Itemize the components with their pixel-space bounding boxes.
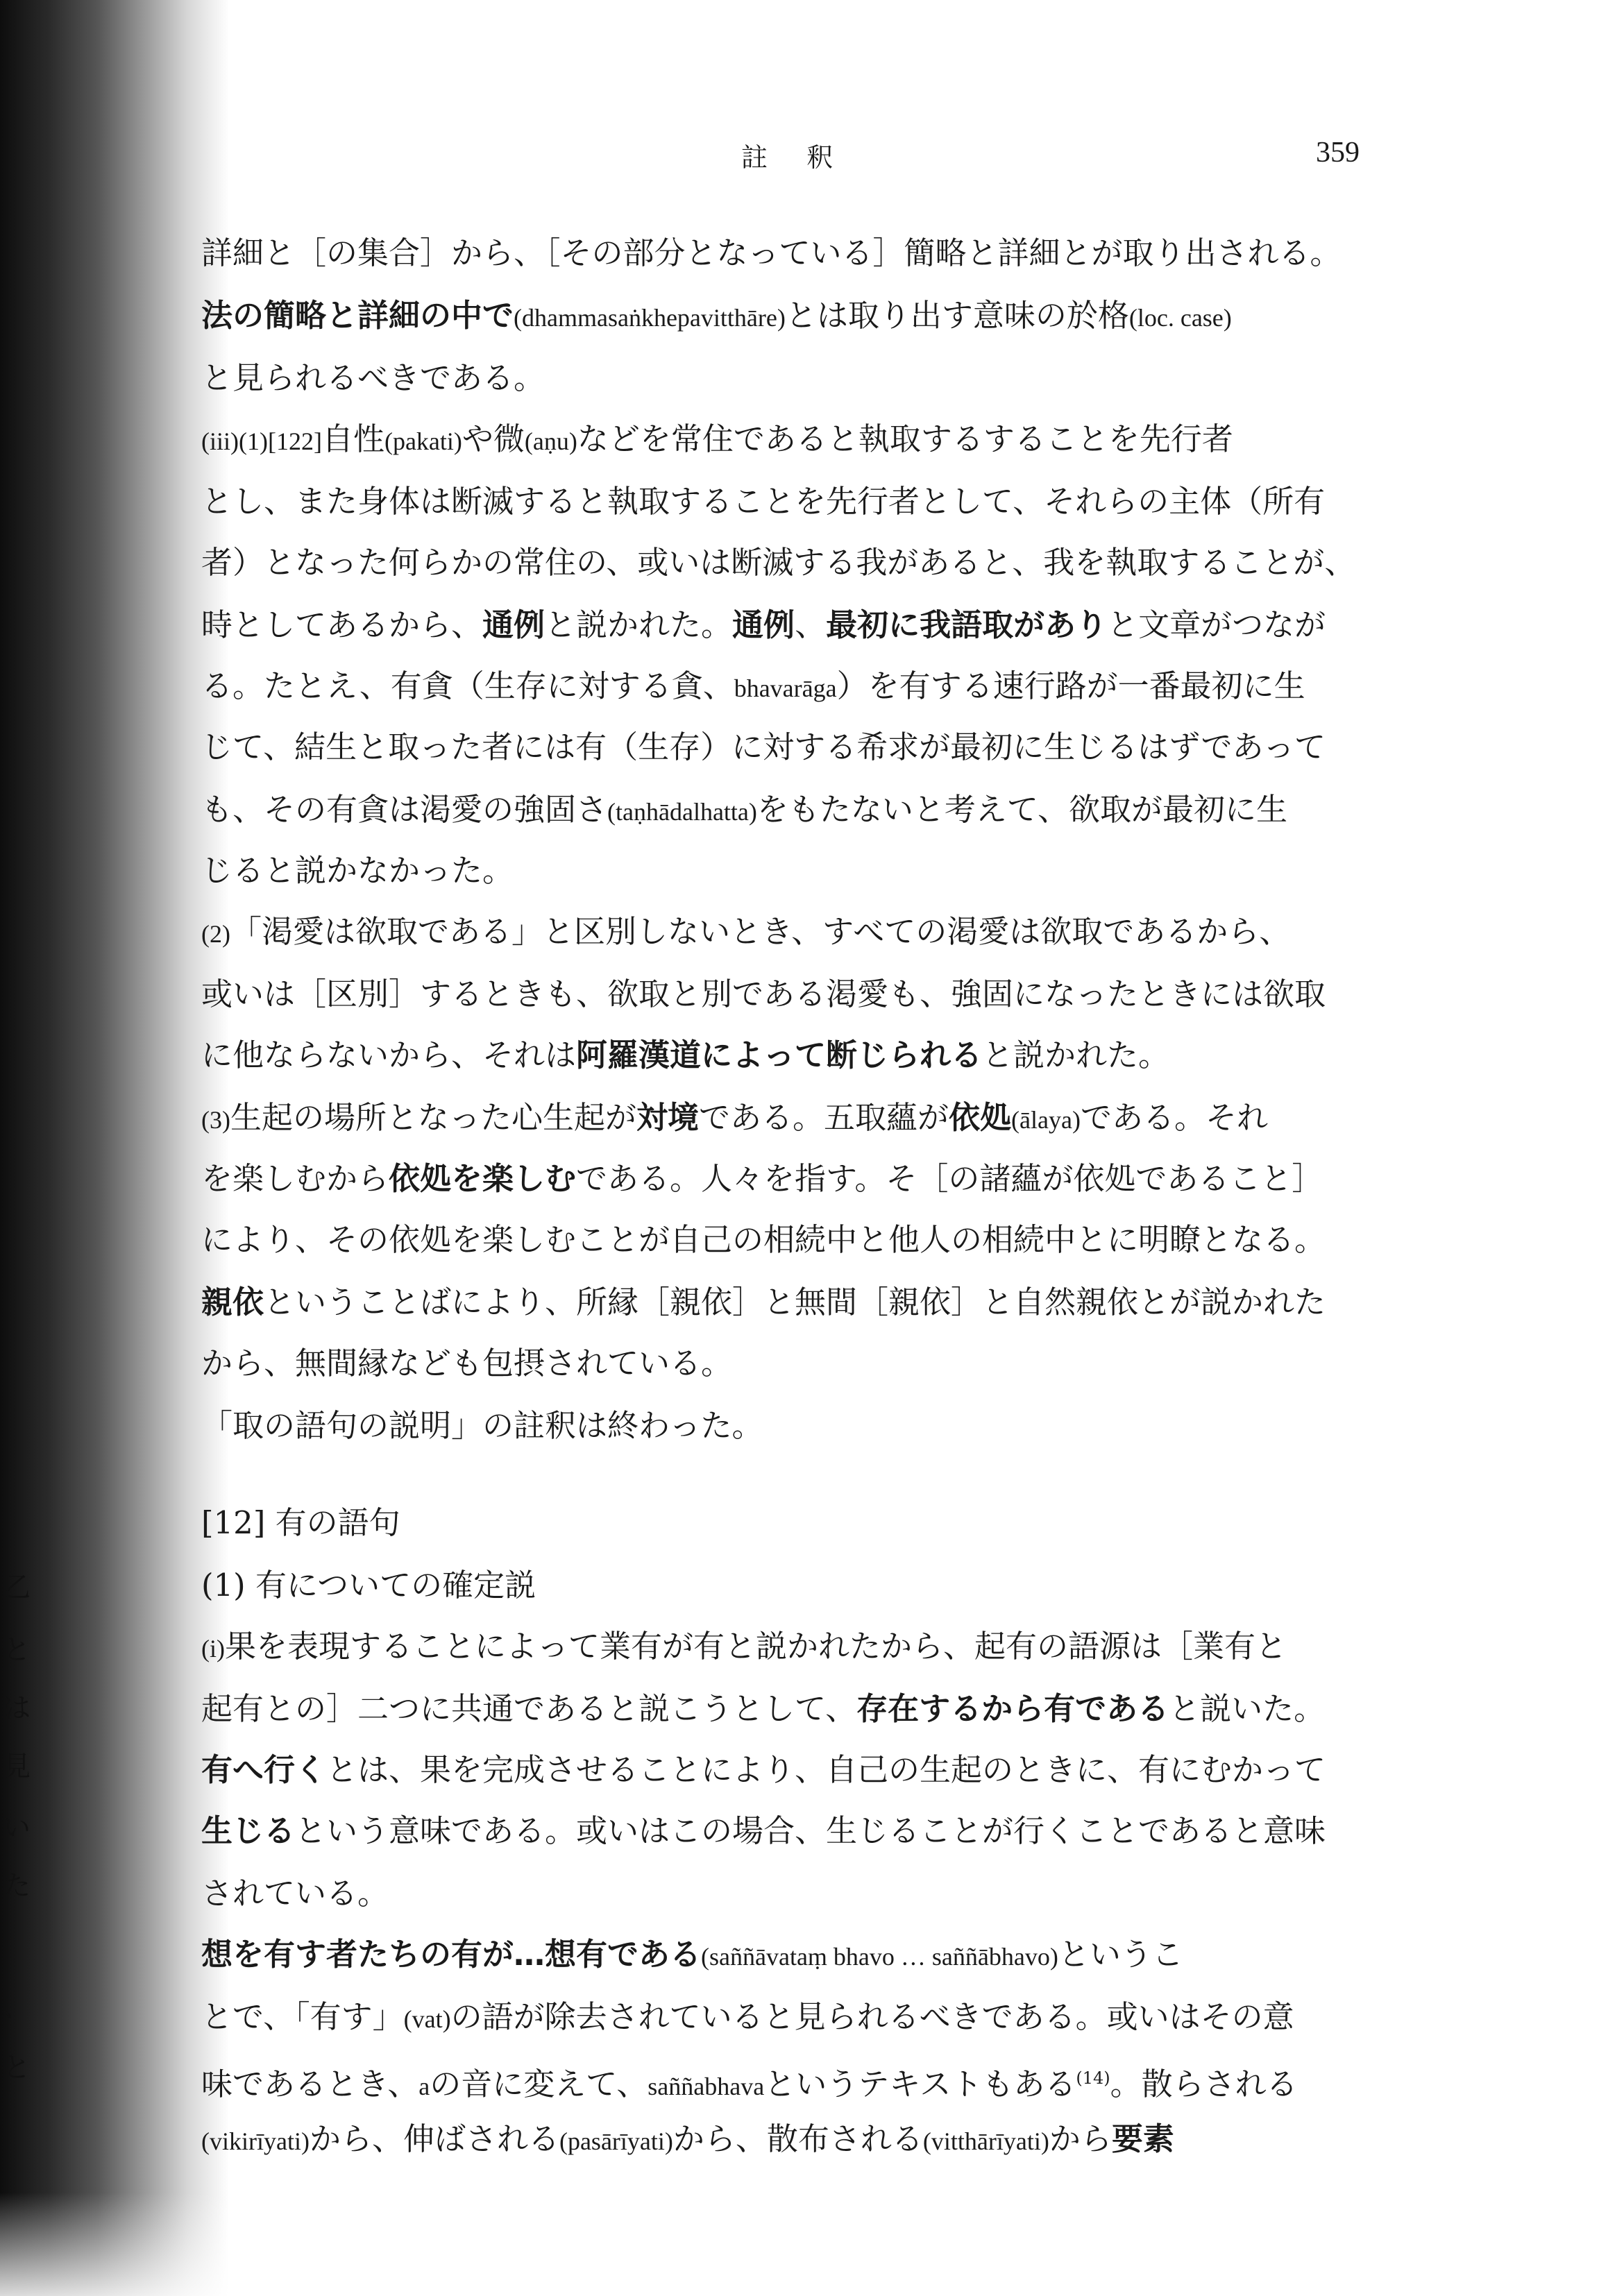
subsection-heading: (1) 有についての確定説 bbox=[201, 1567, 536, 1604]
text-run: というこ bbox=[1058, 1936, 1183, 1973]
text-run: 詳細と［の集合］から、［その部分となっている］簡略と詳細とが取り出される。 bbox=[201, 235, 1342, 271]
text-line bbox=[201, 847, 1395, 895]
text-line bbox=[201, 415, 1395, 464]
bold-term: 存在するから有である bbox=[856, 1690, 1169, 1727]
text-run: と文章がつなが bbox=[1107, 606, 1326, 643]
text-run: じて、結生と取った者には有（生存）に対する希求が最初に生じるはずであって bbox=[201, 729, 1326, 765]
binding-shadow-fade bbox=[0, 2193, 229, 2296]
text-run: 自性 bbox=[321, 420, 384, 457]
text-run: ということばにより、所縁［親依］と無間［親依］と自然親依とが説かれた bbox=[264, 1284, 1326, 1320]
text-run: ）を有する速行路が一番最初に生 bbox=[836, 667, 1305, 704]
bold-term: 通例 bbox=[482, 606, 545, 643]
text-line bbox=[201, 1869, 1395, 1918]
text-line bbox=[201, 477, 1395, 526]
text-run: と説いた。 bbox=[1169, 1690, 1326, 1727]
text-line bbox=[201, 1930, 1395, 1979]
text-run: a bbox=[418, 2073, 430, 2100]
bold-term: 生じる bbox=[201, 1812, 296, 1849]
text-line bbox=[201, 908, 1395, 956]
text-run: (aṇu) bbox=[524, 427, 577, 455]
text-run: 時としてあるから、 bbox=[201, 606, 483, 643]
text-line bbox=[201, 662, 1395, 711]
text-run: 或いは［区別］するときも、欲取と別である渇愛も、強固になったときには欲取 bbox=[201, 976, 1326, 1012]
page-number: 359 bbox=[1316, 137, 1360, 169]
text-run: から、無間縁なども包摂されている。 bbox=[201, 1345, 733, 1381]
bold-term: 親依 bbox=[201, 1284, 264, 1320]
facing-page-edge-char: と bbox=[3, 1634, 31, 1666]
text-line bbox=[201, 1993, 1395, 2041]
text-line bbox=[201, 354, 1395, 402]
text-run: (2) bbox=[201, 920, 230, 948]
facing-page-edge-char: と bbox=[3, 2052, 31, 2084]
text-run: (loc. case) bbox=[1128, 304, 1232, 332]
text-run: (14) bbox=[1076, 2068, 1110, 2088]
bold-term: 依処 bbox=[949, 1099, 1012, 1136]
text-run: (iii)(1)[122] bbox=[201, 427, 322, 455]
bold-term: 要素 bbox=[1111, 2120, 1174, 2157]
bold-term: 依処を楽しむ bbox=[389, 1160, 577, 1197]
text-run: (i) bbox=[201, 1635, 225, 1663]
text-run: bhavarāga bbox=[734, 674, 837, 702]
text-line bbox=[201, 538, 1395, 587]
text-run: に他ならないから、それは bbox=[201, 1037, 577, 1073]
text-run: 味であるとき、 bbox=[201, 2066, 419, 2102]
text-run: 、 bbox=[795, 606, 827, 643]
bold-term: 有へ行く bbox=[201, 1751, 327, 1788]
text-line bbox=[201, 785, 1395, 834]
text-run: (3) bbox=[201, 1106, 230, 1134]
text-run: から bbox=[1049, 2120, 1112, 2157]
text-line bbox=[201, 1094, 1395, 1142]
text-line bbox=[201, 1339, 1395, 1388]
text-run: (taṇhādalhatta) bbox=[607, 798, 757, 826]
facing-page-edge-char: 見 bbox=[3, 1751, 31, 1783]
section-heading: [12] 有の語句 bbox=[201, 1504, 400, 1541]
text-run: (saññāvataṃ bhavo … saññābhavo) bbox=[701, 1943, 1058, 1971]
text-line bbox=[201, 2054, 1395, 2102]
facing-page-edge-char: は bbox=[3, 1692, 31, 1724]
text-line bbox=[201, 229, 1395, 278]
text-line bbox=[201, 1402, 1395, 1450]
text-line bbox=[201, 970, 1395, 1019]
text-run: などを常住であると執取するすることを先行者 bbox=[577, 420, 1233, 457]
facing-page-edge-char: 乙 bbox=[3, 1572, 31, 1604]
text-line bbox=[201, 1746, 1395, 1794]
text-line bbox=[201, 291, 1395, 340]
text-line bbox=[201, 1685, 1395, 1733]
text-run: と説かれた。 bbox=[982, 1037, 1170, 1073]
facing-page-edge-char: 、 bbox=[3, 1991, 31, 2023]
text-run: から、散布される bbox=[673, 2120, 923, 2157]
text-run: じると説かなかった。 bbox=[201, 852, 514, 889]
text-run: である。五取蘊が bbox=[699, 1099, 949, 1136]
text-run: をもたないと考えて、欲取が最初に生 bbox=[756, 791, 1288, 828]
text-run: の語が除去されていると見られるべきである。或いはその意 bbox=[450, 1998, 1294, 2035]
text-run: されている。 bbox=[201, 1875, 389, 1912]
text-line bbox=[201, 1155, 1395, 1203]
text-run: 生起の場所となった心生起が bbox=[230, 1099, 636, 1136]
text-run: saññabhava bbox=[648, 2073, 765, 2100]
binding-shadow bbox=[0, 0, 229, 2296]
text-line bbox=[201, 1216, 1395, 1264]
text-run: (pasārīyati) bbox=[559, 2127, 673, 2155]
text-run: 起有との］二つに共通であると説こうとして、 bbox=[201, 1690, 857, 1727]
text-run: (vikirīyati) bbox=[201, 2127, 310, 2155]
text-run: (dhammasaṅkhepavitthāre) bbox=[514, 304, 786, 332]
facing-page-edge-char: い bbox=[3, 1812, 31, 1844]
text-run: の音に変えて、 bbox=[430, 2066, 648, 2102]
text-run: と説かれた。 bbox=[545, 606, 733, 643]
text-run: とで、「有す」 bbox=[201, 1998, 404, 2035]
text-run: (ālaya) bbox=[1011, 1106, 1081, 1134]
text-run: とは、果を完成させることにより、自己の生起のときに、有にむかって bbox=[326, 1751, 1326, 1788]
text-run: である。それ bbox=[1080, 1099, 1268, 1136]
text-line bbox=[201, 1031, 1395, 1080]
bold-term: 最初に我語取があり bbox=[826, 606, 1108, 643]
text-run: (pakati) bbox=[384, 427, 462, 455]
text-run: 「渇愛は欲取である」と区別しないとき、すべての渇愛は欲取であるから、 bbox=[230, 913, 1291, 950]
running-head: 註 釈 bbox=[741, 142, 849, 173]
text-run: とし、また身体は断滅すると執取することを先行者として、それらの主体（所有 bbox=[201, 483, 1326, 520]
text-line bbox=[201, 1278, 1395, 1327]
text-line bbox=[201, 1807, 1395, 1855]
text-run: である。人々を指す。そ［の諸蘊が依処であること］ bbox=[576, 1160, 1323, 1197]
text-line bbox=[201, 601, 1395, 649]
text-run: 「取の語句の説明」の註釈は終わった。 bbox=[201, 1407, 763, 1444]
text-line bbox=[201, 1622, 1395, 1671]
text-run: と見られるべきである。 bbox=[201, 359, 545, 396]
text-run: から、伸ばされる bbox=[309, 2120, 559, 2157]
text-run: 果を表現することによって業有が有と説かれたから、起有の語源は［業有と bbox=[224, 1628, 1287, 1665]
bold-term: 対境 bbox=[636, 1099, 700, 1136]
text-run: により、その依処を楽しむことが自己の相続中と他人の相続中とに明瞭となる。 bbox=[201, 1221, 1326, 1258]
bold-term: 法の簡略と詳細の中で bbox=[201, 297, 514, 334]
text-line bbox=[201, 2115, 1395, 2163]
text-run: というテキストもある bbox=[764, 2066, 1076, 2102]
text-run: も、その有貪は渇愛の強固さ bbox=[201, 791, 608, 828]
bold-term: 阿羅漢道によって断じられる bbox=[576, 1037, 983, 1073]
facing-page-edge-char: た bbox=[3, 1870, 31, 1902]
text-line bbox=[201, 723, 1395, 772]
text-run: 者）となった何らかの常住の、或いは断滅する我があると、我を執取することが、 bbox=[201, 544, 1356, 581]
text-run: という意味である。或いはこの場合、生じることが行くことであると意味 bbox=[295, 1812, 1326, 1849]
text-run: や微 bbox=[462, 420, 525, 457]
text-run: とは取り出す意味の於格 bbox=[785, 297, 1129, 334]
text-run: を楽しむから bbox=[201, 1160, 389, 1197]
bold-term: 想を有す者たちの有が…想有である bbox=[201, 1936, 702, 1973]
text-run: (vat) bbox=[403, 2005, 451, 2033]
bold-term: 通例 bbox=[732, 606, 795, 643]
text-run: (vitthārīyati) bbox=[922, 2127, 1049, 2155]
text-run: 。散らされる bbox=[1110, 2066, 1298, 2102]
text-run: る。たとえ、有貪（生存に対する貪、 bbox=[201, 667, 734, 704]
